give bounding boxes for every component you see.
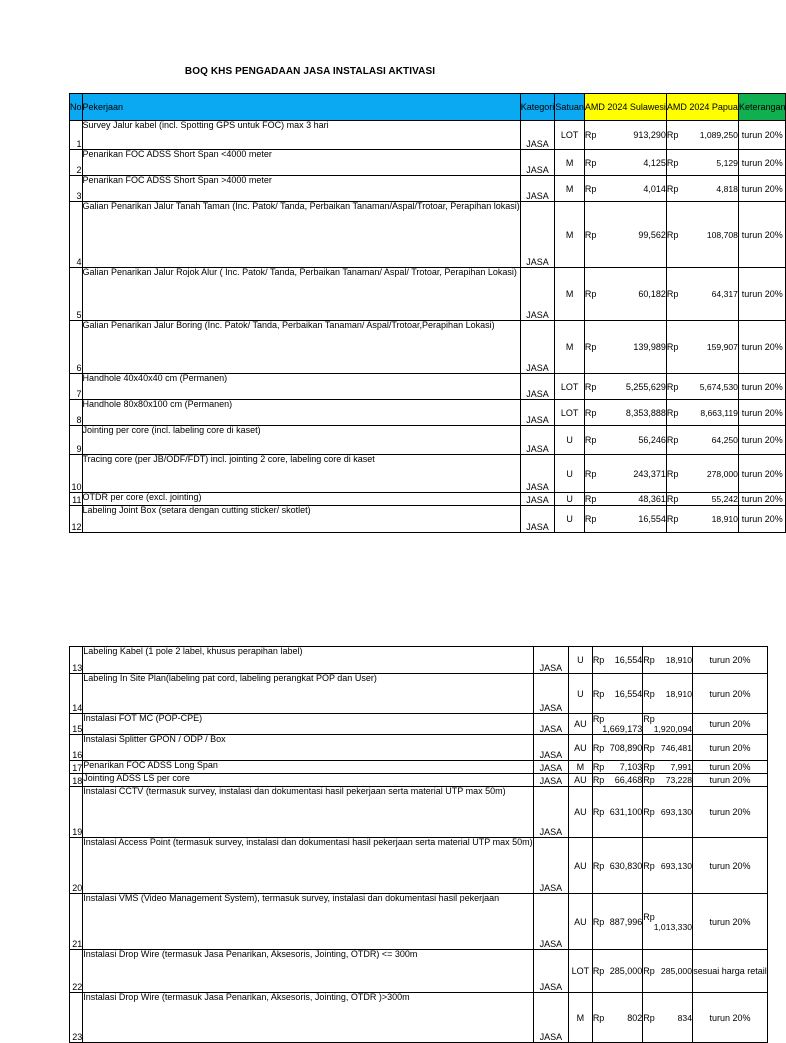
amount-value: 5,255,629 — [625, 381, 666, 392]
row-keterangan: turun 20% — [738, 268, 786, 321]
row-kategori: JASA — [520, 176, 555, 202]
currency-label: Rp — [592, 807, 605, 817]
row-keterangan: turun 20% — [738, 176, 786, 202]
row-amd-papua — [643, 674, 693, 714]
amount-value: 630,830 — [609, 860, 643, 871]
row-amd-sulawesi — [584, 493, 666, 506]
table-row — [70, 202, 786, 268]
table-row — [70, 774, 768, 787]
row-satuan: M — [555, 176, 585, 202]
row-satuan: M — [555, 150, 585, 176]
currency-label: Rp — [666, 407, 679, 418]
table-row — [70, 647, 768, 674]
currency-label: Rp — [592, 655, 605, 665]
row-kategori: JASA — [520, 426, 555, 455]
amount-value: 8,353,888 — [625, 407, 666, 418]
document-title: BOQ KHS PENGADAAN JASA INSTALASI AKTIVASI — [184, 66, 436, 77]
row-keterangan: turun 20% — [693, 714, 768, 735]
row-amd-papua — [666, 150, 738, 176]
row-satuan: U — [555, 506, 585, 533]
currency-label: Rp — [584, 183, 597, 194]
table-row — [70, 268, 786, 321]
row-keterangan: turun 20% — [738, 121, 786, 150]
row-keterangan: turun 20% — [738, 426, 786, 455]
table-row — [70, 374, 786, 400]
row-amd-sulawesi — [584, 121, 666, 150]
row-kategori: JASA — [533, 787, 568, 838]
amount-value: 56,246 — [638, 435, 666, 445]
row-satuan: LOT — [555, 374, 585, 400]
table-header-row — [70, 94, 786, 121]
currency-label: Rp — [666, 289, 679, 299]
row-number: 15 — [70, 714, 83, 735]
currency-label: Rp — [666, 468, 679, 479]
row-amd-papua — [643, 894, 693, 950]
row-keterangan: sesuai harga retail — [693, 950, 768, 993]
amount-value: 1,013,330 — [653, 921, 692, 932]
row-pekerjaan: Instalasi Drop Wire (termasuk Jasa Penarikan, Aksesoris, Jointing, OTDR) <= 300m — [83, 950, 533, 993]
currency-label: Rp — [592, 742, 605, 753]
row-amd-papua — [643, 735, 693, 761]
amount-value: 64,317 — [711, 289, 738, 299]
currency-label: Rp — [643, 688, 655, 699]
header-amd-papua: AMD 2024 Papua — [666, 94, 738, 121]
currency-label: Rp — [592, 762, 605, 772]
currency-label: Rp — [666, 514, 679, 524]
row-amd-sulawesi — [592, 774, 642, 787]
amount-value: 1,669,173 — [602, 724, 643, 734]
amount-value: 4,125 — [643, 157, 666, 168]
currency-label: Rp — [592, 1012, 605, 1023]
row-amd-papua — [643, 787, 693, 838]
row-satuan: LOT — [555, 121, 585, 150]
row-amd-sulawesi — [584, 506, 666, 533]
currency-label: Rp — [584, 381, 597, 392]
row-kategori: JASA — [520, 506, 555, 533]
amount-value: 139,989 — [633, 342, 666, 352]
row-pekerjaan: Instalasi VMS (Video Management System), termasuk survey, instalasi dan dokumentasi hasil pekerjaan — [83, 894, 533, 950]
row-amd-papua — [666, 455, 738, 493]
row-number: 18 — [70, 774, 83, 787]
currency-label: Rp — [584, 407, 597, 418]
row-amd-sulawesi — [584, 321, 666, 374]
amount-value: 285,000 — [609, 966, 643, 976]
row-satuan: AU — [569, 774, 593, 787]
row-number: 2 — [70, 150, 83, 176]
row-amd-sulawesi — [592, 838, 642, 894]
amount-value: 73,228 — [665, 775, 692, 785]
currency-label: Rp — [643, 911, 655, 922]
header-kategori: Kategori — [520, 94, 555, 121]
row-satuan: AU — [569, 838, 593, 894]
row-pekerjaan: Labeling Kabel (1 pole 2 label, khusus perapihan label) — [83, 647, 533, 674]
currency-label: Rp — [643, 775, 655, 785]
row-amd-papua — [643, 714, 693, 735]
row-amd-papua — [666, 400, 738, 426]
row-number: 21 — [70, 894, 83, 950]
row-pekerjaan: Tracing core (per JB/ODF/FDT) incl. jointing 2 core, labeling core di kaset — [82, 455, 520, 493]
amount-value: 16,554 — [638, 514, 666, 524]
amount-value: 7,103 — [619, 762, 643, 772]
row-satuan: M — [569, 761, 593, 774]
row-number: 16 — [70, 735, 83, 761]
table-row — [70, 714, 768, 735]
currency-label: Rp — [643, 1012, 655, 1023]
table-row — [70, 400, 786, 426]
row-satuan: U — [569, 647, 593, 674]
row-number: 23 — [70, 993, 83, 1043]
table-row — [70, 493, 786, 506]
row-number: 12 — [70, 506, 83, 533]
table-row — [70, 838, 768, 894]
currency-label: Rp — [584, 435, 597, 445]
row-amd-papua — [666, 321, 738, 374]
row-amd-sulawesi — [592, 787, 642, 838]
row-satuan: AU — [569, 714, 593, 735]
row-keterangan: turun 20% — [693, 761, 768, 774]
table-row — [70, 121, 786, 150]
row-pekerjaan: Jointing per core (incl. labeling core di kaset) — [82, 426, 520, 455]
row-pekerjaan: Instalasi Access Point (termasuk survey, instalasi dan dokumentasi hasil pekerjaan serta material UTP max 50m) — [83, 838, 533, 894]
row-amd-sulawesi — [592, 894, 642, 950]
row-kategori: JASA — [533, 894, 568, 950]
row-pekerjaan: Jointing ADSS LS per core — [83, 774, 533, 787]
row-amd-sulawesi — [584, 455, 666, 493]
row-keterangan: turun 20% — [738, 202, 786, 268]
amount-value: 887,996 — [609, 916, 643, 927]
amount-value: 913,290 — [633, 130, 666, 140]
table-row — [70, 674, 768, 714]
boq-table-part-2 — [69, 646, 768, 1043]
header-no: No — [70, 94, 83, 121]
row-keterangan: turun 20% — [693, 838, 768, 894]
currency-label: Rp — [592, 714, 605, 724]
row-keterangan: turun 20% — [738, 400, 786, 426]
row-number: 5 — [70, 268, 83, 321]
amount-value: 18,910 — [665, 688, 692, 699]
row-kategori: JASA — [533, 993, 568, 1043]
row-pekerjaan: Penarikan FOC ADSS Short Span <4000 meter — [82, 150, 520, 176]
amount-value: 66,468 — [614, 775, 643, 785]
table-row — [70, 787, 768, 838]
amount-value: 99,562 — [638, 229, 666, 240]
row-keterangan: turun 20% — [693, 787, 768, 838]
row-number: 1 — [70, 121, 83, 150]
amount-value: 5,674,530 — [699, 381, 738, 392]
row-amd-papua — [666, 202, 738, 268]
row-amd-sulawesi — [592, 993, 642, 1043]
row-pekerjaan: Instalasi FOT MC (POP-CPE) — [83, 714, 533, 735]
row-amd-sulawesi — [592, 714, 642, 735]
table-row — [70, 993, 768, 1043]
amount-value: 18,910 — [711, 514, 738, 524]
currency-label: Rp — [666, 381, 679, 392]
amount-value: 278,000 — [706, 468, 738, 479]
currency-label: Rp — [584, 130, 597, 140]
row-keterangan: turun 20% — [738, 374, 786, 400]
amount-value: 693,130 — [660, 807, 692, 817]
amount-value: 16,554 — [614, 688, 643, 699]
row-keterangan: turun 20% — [693, 993, 768, 1043]
currency-label: Rp — [643, 714, 655, 724]
row-keterangan: turun 20% — [693, 735, 768, 761]
row-amd-sulawesi — [592, 950, 642, 993]
row-satuan: M — [569, 993, 593, 1043]
row-kategori: JASA — [533, 761, 568, 774]
row-number: 14 — [70, 674, 83, 714]
row-pekerjaan: Instalasi CCTV (termasuk survey, instalasi dan dokumentasi hasil pekerjaan serta material UTP max 50m) — [83, 787, 533, 838]
amount-value: 8,663,119 — [700, 407, 738, 418]
table-row — [70, 950, 768, 993]
row-kategori: JASA — [520, 150, 555, 176]
amount-value: 60,182 — [638, 289, 666, 299]
row-satuan: M — [555, 321, 585, 374]
row-kategori: JASA — [533, 647, 568, 674]
currency-label: Rp — [666, 435, 679, 445]
currency-label: Rp — [666, 229, 679, 240]
row-number: 13 — [70, 647, 83, 674]
currency-label: Rp — [592, 860, 605, 871]
row-satuan: U — [569, 674, 593, 714]
currency-label: Rp — [584, 514, 597, 524]
amount-value: 4,818 — [716, 183, 738, 194]
table-row — [70, 176, 786, 202]
row-amd-sulawesi — [592, 761, 642, 774]
row-kategori: JASA — [533, 838, 568, 894]
amount-value: 1,089,250 — [699, 130, 738, 140]
row-kategori: JASA — [520, 321, 555, 374]
row-amd-papua — [666, 268, 738, 321]
row-keterangan: turun 20% — [693, 894, 768, 950]
currency-label: Rp — [666, 157, 679, 168]
header-keterangan: Keterangan — [738, 94, 786, 121]
currency-label: Rp — [643, 655, 655, 665]
header-amd-sulawesi: AMD 2024 Sulawesi — [584, 94, 666, 121]
row-pekerjaan: Galian Penarikan Jalur Boring (Inc. Patok/ Tanda, Perbaikan Tanaman/ Aspal/Trotoar,Perapihan Lokasi) — [82, 321, 520, 374]
currency-label: Rp — [584, 229, 597, 240]
row-number: 4 — [70, 202, 83, 268]
currency-label: Rp — [592, 688, 605, 699]
row-satuan: AU — [569, 735, 593, 761]
currency-label: Rp — [584, 342, 597, 352]
row-number: 7 — [70, 374, 83, 400]
row-amd-papua — [643, 647, 693, 674]
row-pekerjaan: Labeling Joint Box (setara dengan cutting sticker/ skotlet) — [82, 506, 520, 533]
table-row — [70, 506, 786, 533]
currency-label: Rp — [584, 468, 597, 479]
row-number: 22 — [70, 950, 83, 993]
amount-value: 108,708 — [706, 229, 738, 240]
amount-value: 746,481 — [660, 742, 692, 753]
row-kategori: JASA — [520, 121, 555, 150]
amount-value: 834 — [677, 1012, 692, 1023]
row-amd-papua — [666, 121, 738, 150]
row-amd-papua — [666, 506, 738, 533]
header-pekerjaan: Pekerjaan — [82, 94, 520, 121]
row-keterangan: turun 20% — [693, 674, 768, 714]
row-satuan: LOT — [555, 400, 585, 426]
amount-value: 159,907 — [706, 342, 738, 352]
row-kategori: JASA — [533, 735, 568, 761]
amount-value: 64,250 — [711, 435, 738, 445]
row-keterangan: turun 20% — [738, 150, 786, 176]
currency-label: Rp — [592, 916, 605, 927]
row-amd-papua — [643, 950, 693, 993]
amount-value: 7,991 — [670, 762, 692, 772]
row-number: 19 — [70, 787, 83, 838]
currency-label: Rp — [584, 157, 597, 168]
currency-label: Rp — [592, 775, 605, 785]
row-keterangan: turun 20% — [738, 321, 786, 374]
amount-value: 18,910 — [665, 655, 692, 665]
row-amd-papua — [643, 993, 693, 1043]
row-amd-sulawesi — [584, 150, 666, 176]
row-amd-sulawesi — [592, 674, 642, 714]
row-keterangan: turun 20% — [738, 493, 786, 506]
row-satuan: AU — [569, 787, 593, 838]
row-amd-papua — [666, 493, 738, 506]
currency-label: Rp — [643, 762, 655, 772]
currency-label: Rp — [584, 289, 597, 299]
row-pekerjaan: Handhole 40x40x40 cm (Permanen) — [82, 374, 520, 400]
row-kategori: JASA — [533, 714, 568, 735]
row-keterangan: turun 20% — [693, 647, 768, 674]
amount-value: 243,371 — [633, 468, 666, 479]
row-keterangan: turun 20% — [738, 455, 786, 493]
row-satuan: M — [555, 268, 585, 321]
row-kategori: JASA — [520, 268, 555, 321]
header-satuan: Satuan — [555, 94, 585, 121]
row-number: 20 — [70, 838, 83, 894]
currency-label: Rp — [666, 494, 679, 504]
row-kategori: JASA — [533, 774, 568, 787]
table-row — [70, 894, 768, 950]
row-pekerjaan: Instalasi Drop Wire (termasuk Jasa Penarikan, Aksesoris, Jointing, OTDR )>300m — [83, 993, 533, 1043]
row-satuan: U — [555, 426, 585, 455]
amount-value: 802 — [627, 1012, 643, 1023]
row-pekerjaan: OTDR per core (excl. jointing) — [82, 493, 520, 506]
row-pekerjaan: Instalasi Splitter GPON / ODP / Box — [83, 735, 533, 761]
row-kategori: JASA — [533, 950, 568, 993]
amount-value: 16,554 — [614, 655, 643, 665]
row-amd-sulawesi — [584, 426, 666, 455]
currency-label: Rp — [592, 966, 605, 976]
currency-label: Rp — [643, 807, 655, 817]
row-number: 3 — [70, 176, 83, 202]
amount-value: 285,000 — [660, 966, 692, 976]
currency-label: Rp — [584, 494, 597, 504]
row-keterangan: turun 20% — [738, 506, 786, 533]
row-pekerjaan: Penarikan FOC ADSS Short Span >4000 meter — [82, 176, 520, 202]
row-amd-papua — [666, 374, 738, 400]
row-amd-sulawesi — [584, 374, 666, 400]
row-satuan: U — [555, 493, 585, 506]
currency-label: Rp — [666, 183, 679, 194]
amount-value: 48,361 — [638, 494, 666, 504]
table-row — [70, 150, 786, 176]
currency-label: Rp — [643, 742, 655, 753]
row-amd-papua — [643, 838, 693, 894]
table-row — [70, 735, 768, 761]
row-amd-papua — [643, 774, 693, 787]
row-kategori: JASA — [520, 455, 555, 493]
row-number: 9 — [70, 426, 83, 455]
row-number: 6 — [70, 321, 83, 374]
row-satuan: AU — [569, 894, 593, 950]
table-row — [70, 761, 768, 774]
row-pekerjaan: Handhole 80x80x100 cm (Permanen) — [82, 400, 520, 426]
row-amd-sulawesi — [592, 647, 642, 674]
row-amd-sulawesi — [584, 268, 666, 321]
row-kategori: JASA — [533, 674, 568, 714]
row-satuan: LOT — [569, 950, 593, 993]
amount-value: 5,129 — [716, 157, 738, 168]
row-number: 10 — [70, 455, 83, 493]
row-pekerjaan: Galian Penarikan Jalur Rojok Alur ( Inc. Patok/ Tanda, Perbaikan Tanaman/ Aspal/ Trotoar, Perapihan Lokasi) — [82, 268, 520, 321]
row-kategori: JASA — [520, 400, 555, 426]
row-amd-papua — [666, 426, 738, 455]
row-pekerjaan: Survey Jalur kabel (incl. Spotting GPS untuk FOC) max 3 hari — [82, 121, 520, 150]
row-keterangan: turun 20% — [693, 774, 768, 787]
row-amd-sulawesi — [584, 176, 666, 202]
row-number: 8 — [70, 400, 83, 426]
currency-label: Rp — [666, 342, 679, 352]
currency-label: Rp — [643, 860, 655, 871]
row-number: 17 — [70, 761, 83, 774]
row-amd-sulawesi — [584, 400, 666, 426]
currency-label: Rp — [643, 966, 655, 976]
amount-value: 55,242 — [711, 494, 738, 504]
boq-table-part-1 — [69, 93, 786, 533]
amount-value: 693,130 — [660, 860, 692, 871]
row-number: 11 — [70, 493, 83, 506]
row-amd-papua — [643, 761, 693, 774]
amount-value: 1,920,094 — [653, 724, 692, 734]
row-kategori: JASA — [520, 493, 555, 506]
row-satuan: U — [555, 455, 585, 493]
row-pekerjaan: Penarikan FOC ADSS Long Span — [83, 761, 533, 774]
row-kategori: JASA — [520, 374, 555, 400]
currency-label: Rp — [666, 130, 679, 140]
table-row — [70, 426, 786, 455]
row-pekerjaan: Galian Penarikan Jalur Tanah Taman (Inc. Patok/ Tanda, Perbaikan Tanaman/Aspal/Trotoar, Perapihan lokasi) — [82, 202, 520, 268]
amount-value: 631,100 — [609, 807, 643, 817]
row-satuan: M — [555, 202, 585, 268]
row-amd-sulawesi — [584, 202, 666, 268]
row-kategori: JASA — [520, 202, 555, 268]
amount-value: 708,890 — [609, 742, 643, 753]
row-amd-sulawesi — [592, 735, 642, 761]
amount-value: 4,014 — [643, 183, 666, 194]
table-row — [70, 455, 786, 493]
table-row — [70, 321, 786, 374]
row-amd-papua — [666, 176, 738, 202]
row-pekerjaan: Labeling In Site Plan(labeling pat cord, labeling perangkat POP dan User) — [83, 674, 533, 714]
